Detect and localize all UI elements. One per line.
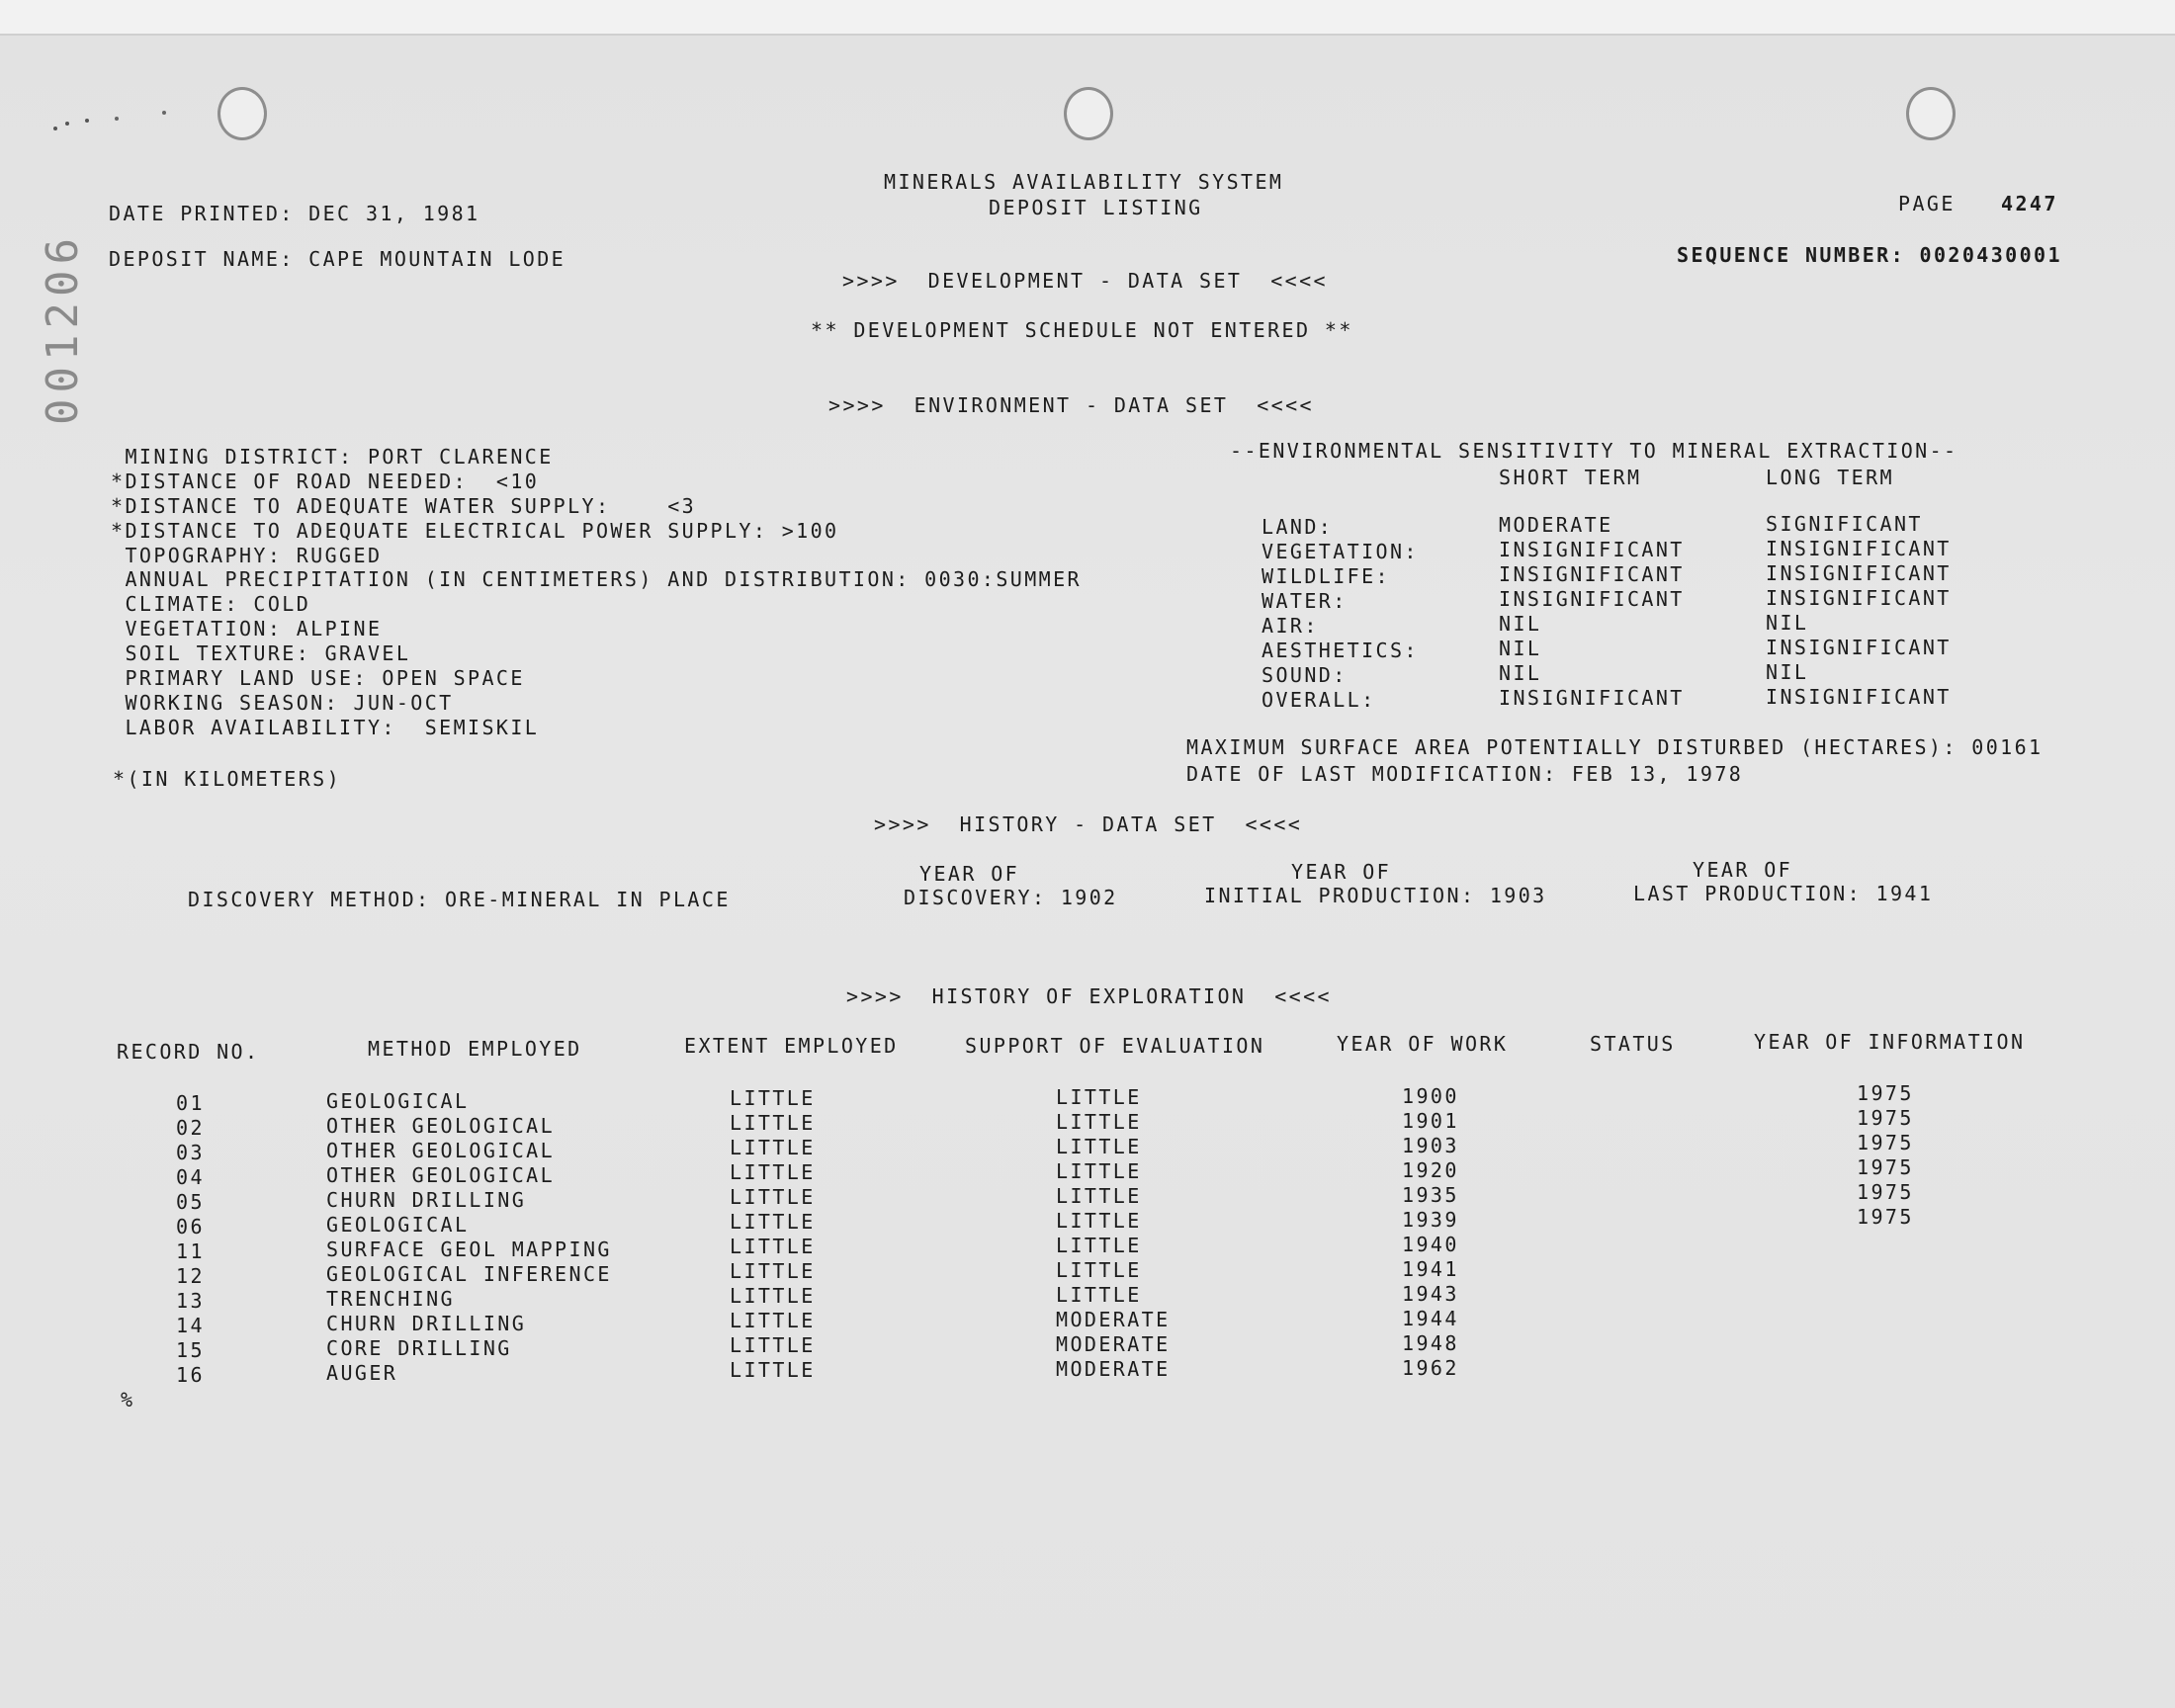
sequence-number: SEQUENCE NUMBER: 0020430001	[1677, 243, 2062, 267]
year-of-information: 1975	[1857, 1205, 1914, 1229]
support-evaluation: LITTLE	[1056, 1234, 1142, 1257]
support-evaluation: LITTLE	[1056, 1159, 1142, 1183]
record-number: 13	[176, 1289, 205, 1313]
method-employed: CHURN DRILLING	[326, 1188, 527, 1212]
column-header: YEAR OF INFORMATION	[1754, 1030, 2026, 1054]
env-line: *DISTANCE TO ADEQUATE ELECTRICAL POWER SUPPLY: >100	[111, 519, 839, 543]
method-employed: OTHER GEOLOGICAL	[326, 1163, 556, 1187]
record-number: 03	[176, 1141, 205, 1164]
extent-employed: LITTLE	[730, 1259, 816, 1283]
year-of-work: 1962	[1402, 1356, 1459, 1380]
smudge-marks	[47, 109, 166, 138]
sensitivity-short: NIL	[1499, 612, 1542, 636]
year-of-information: 1975	[1857, 1155, 1914, 1179]
env-line: VEGETATION: ALPINE	[111, 617, 383, 640]
year-of-work: 1944	[1402, 1307, 1459, 1330]
env-line: TOPOGRAPHY: RUGGED	[111, 544, 383, 567]
year-of-information: 1975	[1857, 1180, 1914, 1204]
last-production-label: YEAR OF	[1693, 858, 1793, 882]
page-number: 4247	[2001, 192, 2058, 215]
punch-hole-right	[1906, 87, 1956, 140]
env-line: CLIMATE: COLD	[111, 592, 311, 616]
support-evaluation: LITTLE	[1056, 1258, 1142, 1282]
year-of-information: 1975	[1857, 1106, 1914, 1130]
sensitivity-long: INSIGNIFICANT	[1766, 586, 1952, 610]
discovery-year: DISCOVERY: 1902	[904, 886, 1118, 909]
deposit-name: DEPOSIT NAME: CAPE MOUNTAIN LODE	[109, 247, 566, 271]
method-employed: GEOLOGICAL	[326, 1213, 470, 1237]
last-modification: DATE OF LAST MODIFICATION: FEB 13, 1978	[1186, 762, 1744, 786]
max-surface-area: MAXIMUM SURFACE AREA POTENTIALLY DISTURBED (HECTARES): 00161	[1186, 735, 2044, 759]
method-employed: AUGER	[326, 1361, 398, 1385]
column-header: STATUS	[1590, 1032, 1676, 1056]
year-of-work: 1940	[1402, 1233, 1459, 1256]
support-evaluation: MODERATE	[1056, 1308, 1171, 1331]
record-number: 06	[176, 1215, 205, 1238]
env-line: LABOR AVAILABILITY: SEMISKIL	[111, 716, 540, 739]
development-note: ** DEVELOPMENT SCHEDULE NOT ENTERED **	[811, 318, 1353, 342]
env-line: *DISTANCE TO ADEQUATE WATER SUPPLY: <3	[111, 494, 697, 518]
method-employed: GEOLOGICAL	[326, 1089, 470, 1113]
method-employed: CHURN DRILLING	[326, 1312, 527, 1335]
record-number: 11	[176, 1239, 205, 1263]
method-employed: OTHER GEOLOGICAL	[326, 1139, 556, 1162]
page-label: PAGE	[1898, 192, 1956, 215]
env-line: MINING DISTRICT: PORT CLARENCE	[111, 445, 554, 469]
development-heading: >>>> DEVELOPMENT - DATA SET <<<<	[842, 269, 1328, 293]
sensitivity-short: INSIGNIFICANT	[1499, 562, 1685, 586]
extent-employed: LITTLE	[730, 1185, 816, 1209]
system-title: MINERALS AVAILABILITY SYSTEM	[884, 170, 1284, 194]
sensitivity-short: NIL	[1499, 661, 1542, 685]
support-evaluation: LITTLE	[1056, 1135, 1142, 1158]
extent-employed: LITTLE	[730, 1210, 816, 1234]
extent-employed: LITTLE	[730, 1284, 816, 1308]
support-evaluation: LITTLE	[1056, 1110, 1142, 1134]
extent-employed: LITTLE	[730, 1235, 816, 1258]
extent-employed: LITTLE	[730, 1086, 816, 1110]
record-number: 01	[176, 1091, 205, 1115]
extent-employed: LITTLE	[730, 1333, 816, 1357]
column-header: YEAR OF WORK	[1337, 1032, 1509, 1056]
extent-employed: LITTLE	[730, 1160, 816, 1184]
extent-employed: LITTLE	[730, 1111, 816, 1135]
env-line: PRIMARY LAND USE: OPEN SPACE	[111, 666, 525, 690]
year-of-work: 1935	[1402, 1183, 1459, 1207]
sensitivity-long: INSIGNIFICANT	[1766, 561, 1952, 585]
env-line: *DISTANCE OF ROAD NEEDED: <10	[111, 470, 540, 493]
kilometers-footnote: *(IN KILOMETERS)	[113, 767, 342, 791]
side-stamp-number: 001206	[38, 232, 88, 425]
sensitivity-label: AESTHETICS:	[1262, 639, 1419, 662]
extent-employed: LITTLE	[730, 1136, 816, 1159]
sensitivity-long: SIGNIFICANT	[1766, 512, 1923, 536]
method-employed: OTHER GEOLOGICAL	[326, 1114, 556, 1138]
punch-hole-left	[218, 87, 267, 140]
sensitivity-label: VEGETATION:	[1262, 540, 1419, 563]
support-evaluation: MODERATE	[1056, 1357, 1171, 1381]
extent-employed: LITTLE	[730, 1358, 816, 1382]
year-of-work: 1903	[1402, 1134, 1459, 1157]
exploration-heading: >>>> HISTORY OF EXPLORATION <<<<	[846, 984, 1332, 1008]
sensitivity-label: WATER:	[1262, 589, 1348, 613]
year-of-work: 1901	[1402, 1109, 1459, 1133]
year-of-work: 1939	[1402, 1208, 1459, 1232]
sensitivity-label: LAND:	[1262, 515, 1334, 539]
sensitivity-short: NIL	[1499, 637, 1542, 660]
method-employed: TRENCHING	[326, 1287, 455, 1311]
sensitivity-label: AIR:	[1262, 614, 1319, 638]
discovery-year-label: YEAR OF	[919, 862, 1020, 886]
sensitivity-short: INSIGNIFICANT	[1499, 587, 1685, 611]
record-number: 12	[176, 1264, 205, 1288]
extent-employed: LITTLE	[730, 1309, 816, 1332]
column-header: EXTENT EMPLOYED	[684, 1034, 899, 1058]
year-of-information: 1975	[1857, 1081, 1914, 1105]
sensitivity-long: NIL	[1766, 660, 1809, 684]
column-header: SUPPORT OF EVALUATION	[965, 1034, 1265, 1058]
punch-hole-center	[1064, 87, 1113, 140]
sensitivity-long: NIL	[1766, 611, 1809, 635]
year-of-work: 1900	[1402, 1084, 1459, 1108]
sensitivity-long: INSIGNIFICANT	[1766, 636, 1952, 659]
support-evaluation: LITTLE	[1056, 1085, 1142, 1109]
method-employed: SURFACE GEOL MAPPING	[326, 1238, 612, 1261]
record-number: 15	[176, 1338, 205, 1362]
sensitivity-label: WILDLIFE:	[1262, 564, 1390, 588]
env-line: SOIL TEXTURE: GRAVEL	[111, 641, 411, 665]
env-line: WORKING SEASON: JUN-OCT	[111, 691, 454, 715]
support-evaluation: LITTLE	[1056, 1184, 1142, 1208]
sensitivity-short: MODERATE	[1499, 513, 1613, 537]
sensitivity-long: INSIGNIFICANT	[1766, 537, 1952, 560]
sensitivity-label: SOUND:	[1262, 663, 1348, 687]
environment-heading: >>>> ENVIRONMENT - DATA SET <<<<	[828, 393, 1314, 417]
column-header: METHOD EMPLOYED	[368, 1037, 582, 1061]
sensitivity-short: INSIGNIFICANT	[1499, 538, 1685, 561]
method-employed: GEOLOGICAL INFERENCE	[326, 1262, 612, 1286]
support-evaluation: LITTLE	[1056, 1283, 1142, 1307]
year-of-work: 1920	[1402, 1158, 1459, 1182]
history-heading: >>>> HISTORY - DATA SET <<<<	[874, 812, 1303, 836]
column-header: RECORD NO.	[117, 1040, 260, 1064]
support-evaluation: LITTLE	[1056, 1209, 1142, 1233]
sensitivity-heading: --ENVIRONMENTAL SENSITIVITY TO MINERAL EXTRACTION--	[1230, 439, 1958, 463]
support-evaluation: MODERATE	[1056, 1332, 1171, 1356]
record-number: 02	[176, 1116, 205, 1140]
initial-production-label: YEAR OF	[1291, 860, 1392, 884]
year-of-work: 1943	[1402, 1282, 1459, 1306]
sensitivity-long: INSIGNIFICANT	[1766, 685, 1952, 709]
year-of-work: 1948	[1402, 1331, 1459, 1355]
record-number: 04	[176, 1165, 205, 1189]
short-term-label: SHORT TERM	[1499, 466, 1642, 489]
record-number: 16	[176, 1363, 205, 1387]
date-printed: DATE PRINTED: DEC 31, 1981	[109, 202, 480, 225]
sensitivity-short: INSIGNIFICANT	[1499, 686, 1685, 710]
year-of-work: 1941	[1402, 1257, 1459, 1281]
record-number: 05	[176, 1190, 205, 1214]
env-line: ANNUAL PRECIPITATION (IN CENTIMETERS) AND DISTRIBUTION: 0030:SUMMER	[111, 567, 1082, 591]
sensitivity-label: OVERALL:	[1262, 688, 1376, 712]
paper-top-edge	[0, 0, 2175, 36]
listing-title: DEPOSIT LISTING	[989, 196, 1203, 219]
initial-production: INITIAL PRODUCTION: 1903	[1204, 884, 1547, 907]
year-of-information: 1975	[1857, 1131, 1914, 1154]
last-production: LAST PRODUCTION: 1941	[1633, 882, 1934, 905]
long-term-label: LONG TERM	[1766, 466, 1894, 489]
record-number: 14	[176, 1314, 205, 1337]
discovery-method: DISCOVERY METHOD: ORE-MINERAL IN PLACE	[188, 888, 731, 911]
method-employed: CORE DRILLING	[326, 1336, 512, 1360]
end-marker: %	[121, 1388, 135, 1411]
